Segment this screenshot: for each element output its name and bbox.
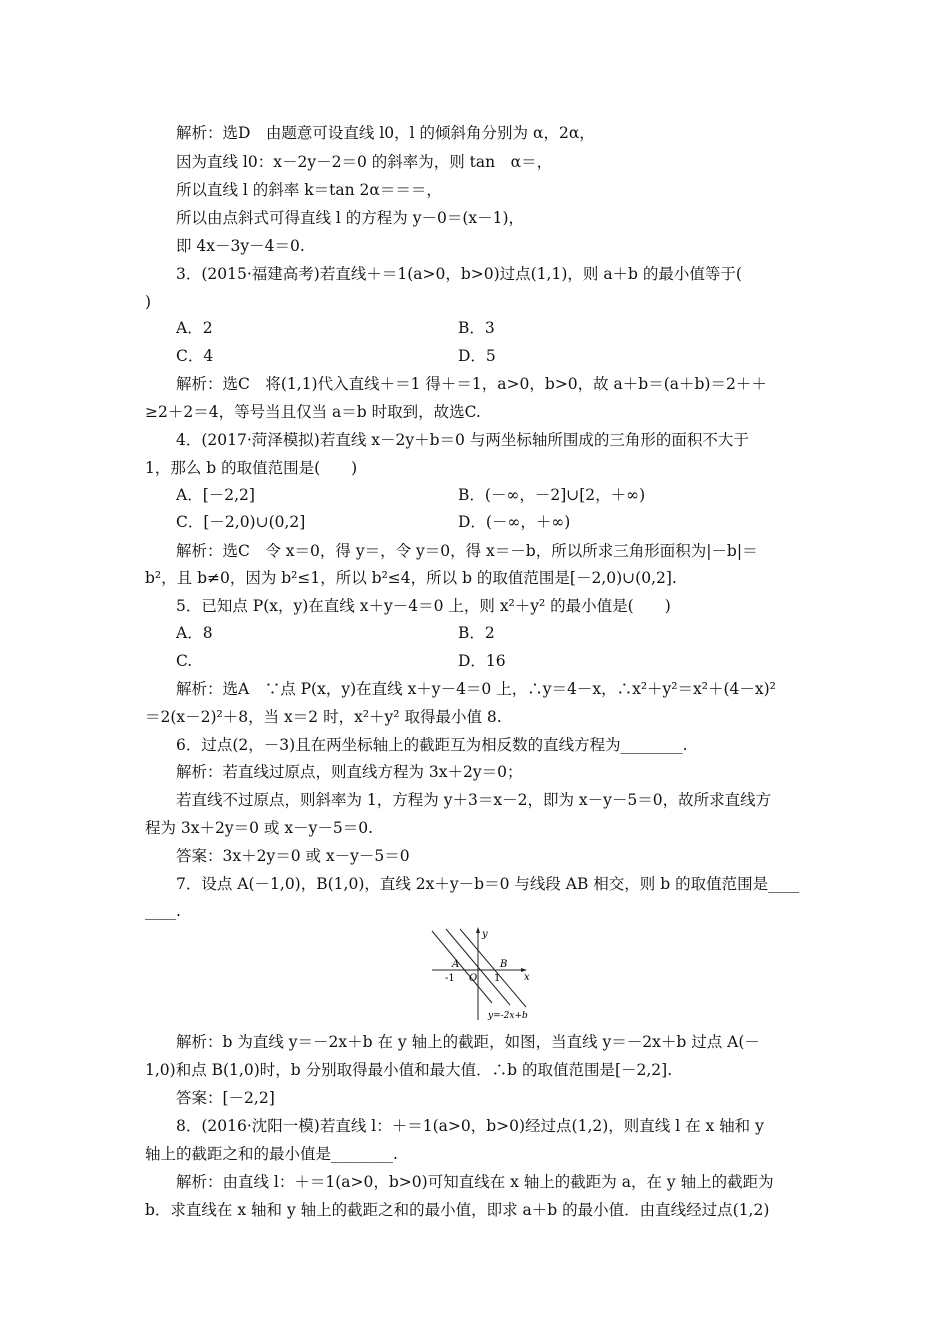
text-line: b²，且 b≠0，因为 b²≤1，所以 b²≤4，所以 b 的取值范围是[－2,0)∪(0,2]. <box>145 569 677 587</box>
text-line: 轴上的截距之和的最小值是________. <box>145 1145 398 1163</box>
option-b: B．3 <box>458 319 495 337</box>
line-figure <box>428 925 540 1021</box>
answer-line: 答案：[－2,2] <box>176 1089 275 1107</box>
text-line: 解析：b 为直线 y＝－2x＋b 在 y 轴上的截距，如图，当直线 y＝－2x＋b 过点 A(－ <box>176 1033 760 1051</box>
option-b: B．2 <box>458 624 495 642</box>
option-c: C．4 <box>176 347 214 365</box>
text-line: ≥2＋2＝4，等号当且仅当 a＝b 时取到，故选C. <box>145 403 481 421</box>
question-6: 6．过点(2，－3)且在两坐标轴上的截距互为相反数的直线方程为________. <box>176 736 688 754</box>
parallel-line <box>432 931 492 1003</box>
text-line: 解析：选C 将(1,1)代入直线＋＝1 得＋＝1，a>0，b>0，故 a＋b＝(a＋b)＝2＋＋ <box>176 375 767 393</box>
option-c: C．[－2,0)∪(0,2] <box>176 513 306 531</box>
text-line: ) <box>145 293 152 311</box>
text-line: 1，那么 b 的取值范围是( ) <box>145 459 358 477</box>
question-8: 8．(2016·沈阳一模)若直线 l：＋＝1(a>0，b>0)经过点(1,2)，则直线 l 在 x 轴和 y <box>176 1117 764 1135</box>
text-line: 1,0)和点 B(1,0)时，b 分别取得最小值和最大值．∴b 的取值范围是[－2,2]. <box>145 1061 673 1079</box>
question-7: 7．设点 A(－1,0)，B(1,0)，直线 2x＋y－b＝0 与线段 AB 相交，则 b 的取值范围是____ <box>176 875 800 893</box>
text-line: ＝2(x－2)²＋8，当 x＝2 时，x²＋y² 取得最小值 8. <box>145 708 502 726</box>
option-d: D．(－∞，＋∞) <box>458 513 571 531</box>
tick-1: 1 <box>494 973 501 984</box>
point-b-label: B <box>500 959 508 970</box>
option-d: D．16 <box>458 652 506 670</box>
answer-line: 答案：3x＋2y＝0 或 x－y－5＝0 <box>176 847 410 865</box>
question-3: 3．(2015·福建高考)若直线＋＝1(a>0，b>0)过点(1,1)，则 a＋b 的最小值等于( <box>176 265 742 283</box>
option-d: D．5 <box>458 347 496 365</box>
parallel-line <box>460 929 526 1007</box>
question-4: 4．(2017·菏泽模拟)若直线 x－2y＋b＝0 与两坐标轴所围成的三角形的面积不大于 <box>176 431 749 449</box>
option-a: A．2 <box>176 319 213 337</box>
question-5: 5．已知点 P(x，y)在直线 x＋y－4＝0 上，则 x²＋y² 的最小值是( ) <box>176 597 671 615</box>
y-axis-arrow <box>476 927 480 933</box>
text-line: 所以由点斜式可得直线 l 的方程为 y－0＝(x－1)， <box>176 209 525 227</box>
origin-label: O <box>469 973 478 984</box>
text-line: b．求直线在 x 轴和 y 轴上的截距之和的最小值，即求 a＋b 的最小值．由直线经过点(1,2) <box>145 1201 770 1219</box>
option-c: C. <box>176 652 193 670</box>
text-line: 因为直线 l0：x－2y－2＝0 的斜率为，则 tan α＝， <box>176 153 553 171</box>
point-a-label: A <box>452 959 460 970</box>
tick-neg1: -1 <box>445 973 455 984</box>
text-line: 解析：选A ∵点 P(x，y)在直线 x＋y－4＝0 上，∴y＝4－x，∴x²＋y²＝x²＋(4－x)² <box>176 680 776 698</box>
text-line: 即 4x－3y－4＝0. <box>176 237 305 255</box>
text-line: 解析：选C 令 x＝0，得 y＝，令 y＝0，得 x＝－b，所以所求三角形面积为|－b|＝ <box>176 542 758 560</box>
text-line: ____. <box>145 902 181 920</box>
text-line: 程为 3x＋2y＝0 或 x－y－5＝0. <box>145 819 374 837</box>
option-b: B．(－∞，－2]∪[2，＋∞) <box>458 486 646 504</box>
option-a: A．[－2,2] <box>176 486 255 504</box>
text-line: 若直线不过原点，则斜率为 1，方程为 y＋3＝x－2，即为 x－y－5＝0，故所求直线方 <box>176 791 772 809</box>
text-line: 解析：选D 由题意可设直线 l0，l 的倾斜角分别为 α，2α， <box>176 124 595 142</box>
text-line: 所以直线 l 的斜率 k＝tan 2α＝＝＝， <box>176 181 442 199</box>
y-label: y <box>482 929 488 940</box>
text-line: 解析：若直线过原点，则直线方程为 3x＋2y＝0； <box>176 763 523 781</box>
option-a: A．8 <box>176 624 213 642</box>
x-label: x <box>524 972 530 983</box>
text-line: 解析：由直线 l：＋＝1(a>0，b>0)可知直线在 x 轴上的截距为 a，在 y 轴上的截距为 <box>176 1173 774 1191</box>
line-equation-label: y=-2x+b <box>488 1011 528 1021</box>
